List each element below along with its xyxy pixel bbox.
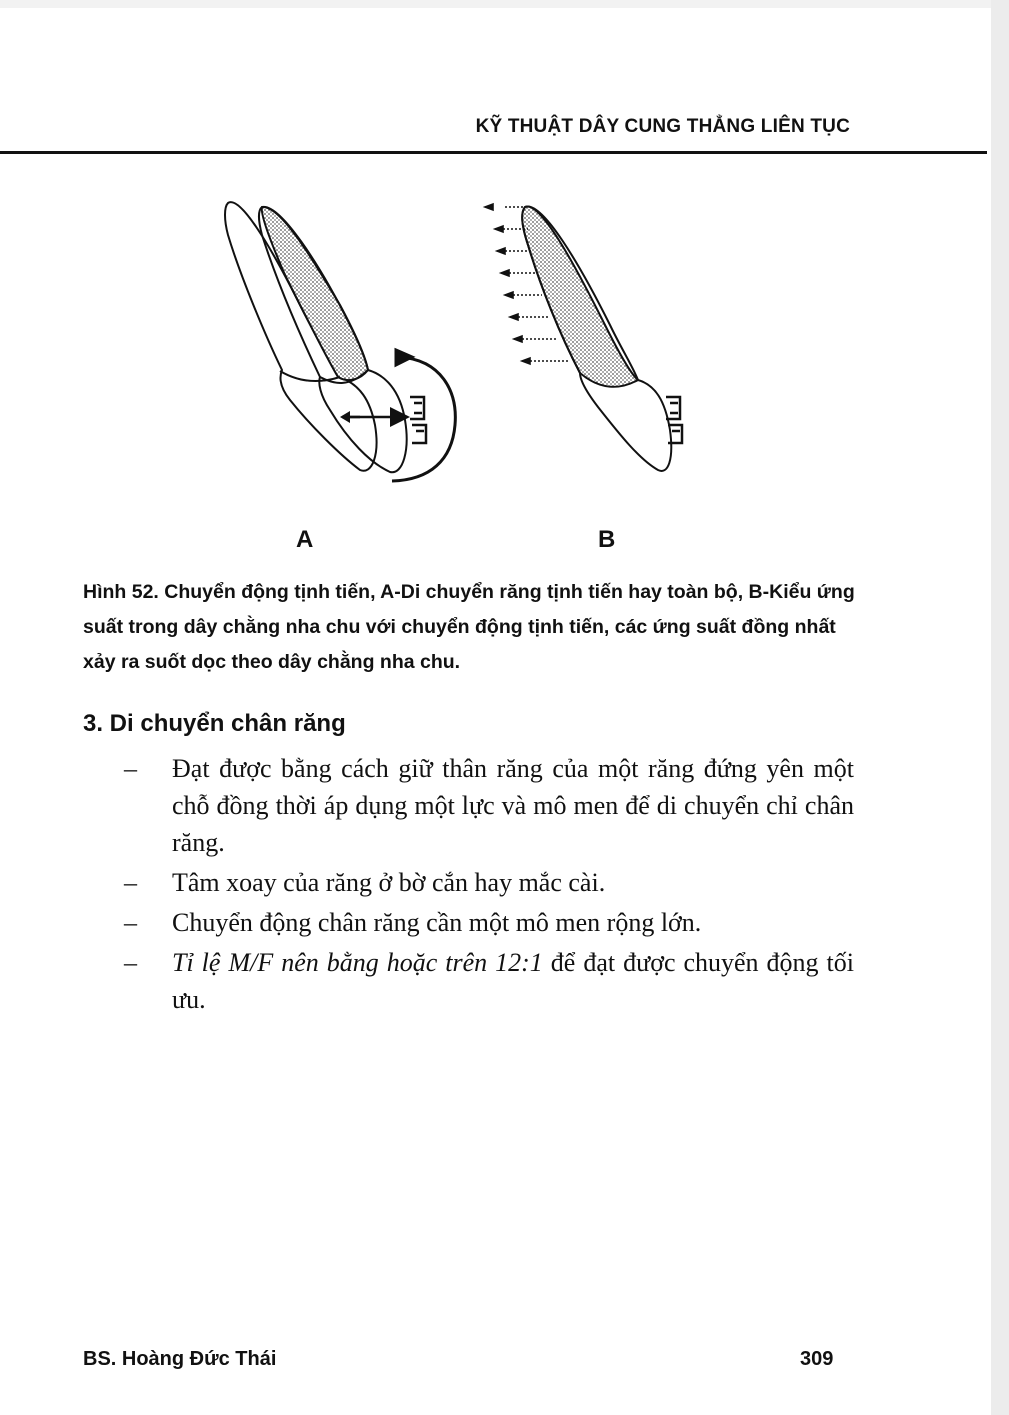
bullet-italic-text: Tỉ lệ M/F nên bằng hoặc trên 12:1 [172,948,543,977]
page-number: 309 [800,1348,834,1370]
bullet-text: Tâm xoay của răng ở bờ cắn hay mắc cài. [172,868,606,897]
figure-label-b: B [598,526,616,553]
bullet-dash: – [124,908,137,937]
bullet-dash: – [124,948,137,977]
header-rule [0,151,987,154]
list-item [124,944,854,1018]
bullet-dash: – [124,754,137,783]
list-item [124,750,854,861]
list-item [124,864,854,901]
root-shaded-b [522,206,638,386]
root-shaded [262,207,368,380]
figure-label-a: A [296,526,314,553]
bullet-dash: – [124,868,137,897]
figure-caption: Hình 52. Chuyển động tịnh tiến, A-Di chuyển răng tịnh tiến hay toàn bộ, B-Kiểu ứng suất trong dây chằng nha chu với chuyển động tịnh tiến, các ứng suất đồng nhất xảy ra suốt dọc theo dây chằng nha chu. [83,581,855,673]
tooth-drawing-a [225,202,426,472]
tooth-movement-figure [200,185,740,515]
page-edge [0,0,1009,8]
footer-author: BS. Hoàng Đức Thái [83,1348,277,1370]
bullet-list [124,750,854,1021]
bullet-text: Đạt được bằng cách giữ thân răng của một răng đứng yên một chỗ đồng thời áp dụng một lực và mô men để di chuyển chỉ chân răng. [172,754,854,857]
bullet-text: Chuyển động chân răng cần một mô men rộng lớn. [172,908,702,937]
bullet-text: để đạt được chuyển động tối ưu. [172,948,854,1014]
running-header: KỸ THUẬT DÂY CUNG THẲNG LIÊN TỤC [475,116,850,137]
page-edge-right [991,0,1009,1415]
list-item [124,904,854,941]
section-heading: 3. Di chuyển chân răng [83,710,346,737]
